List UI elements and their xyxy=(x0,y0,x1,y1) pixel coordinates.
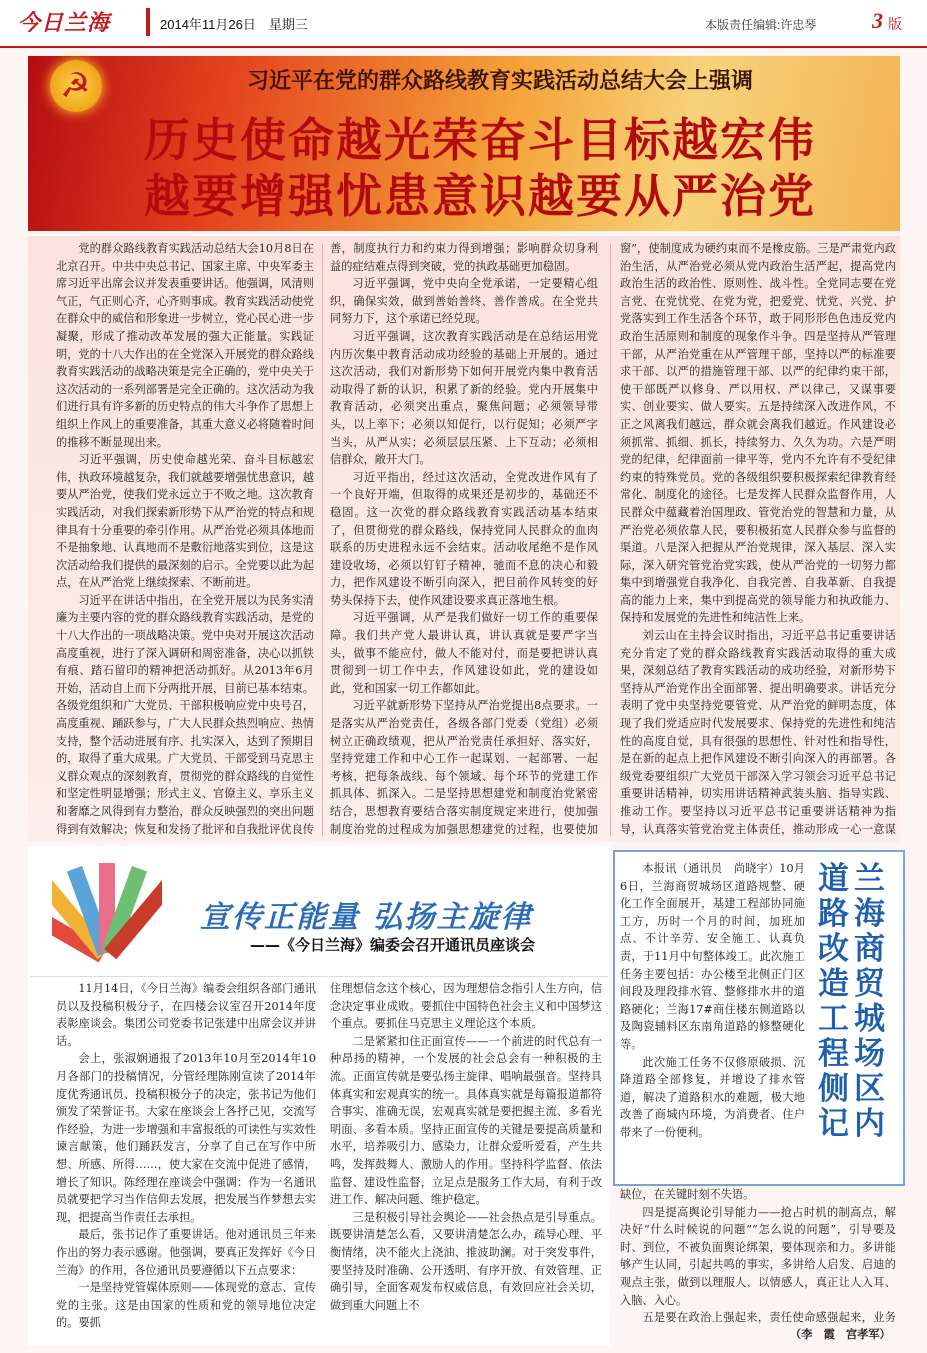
paragraph: 住理想信念这个核心，因为理想信念指引人生方向，信念决定事业成败。要抓住中国特色社会主义和中国梦这个重点。要抓住马克思主义理论这个本质。 xyxy=(330,982,602,1031)
paragraph: 此次施工任务不仅修原破损、沉降道路全部修复，并增设了排水管道，解决了道路积水的难题，极大地改善了商城内环境，为消费者、住户带来了一份便利。 xyxy=(620,1055,805,1139)
paragraph: 会上，张淑娴通报了2013年10月至2014年10月各部门的投稿情况，分管经理陈刚宣读了2014年度优秀通讯员、投稿积极分子的决定，张书记为他们颁发了荣誉证书。大家在座谈会上各抒己见，交流写作经验，为进一步增强和丰富报纸的可读性与实效性谏言献策，他们踊跃发言，分享了自己在写作中所想、所感、所得……，使大家在交流中促进了感情，增长了知识。陈经理在座谈会中强调：作为一名通讯员就要把学习当作信仰去发展，把发展当作梦想去实现，把提高当作责任去承担。 xyxy=(56,1052,316,1224)
main-article-column-2 xyxy=(330,240,598,838)
main-article-column-3 xyxy=(620,240,896,838)
issue-date: 2014年11月26日 星期三 xyxy=(160,17,308,32)
promo-column-2 xyxy=(330,980,602,1342)
paragraph: 习近平就新形势下坚持从严治党提出8点要求。一是落实从严治党责任，各级各部门党委（党组）必须树立正确政绩观，把从严治党责任承担好、落实好，坚持党建工作和中心工作一起谋划、一起部署、一起考核，把每条战线、每个领域、每个环节的党建工作抓具体、抓深入。二是坚持思想建党和制度治党紧密结合，思想教育要结合落实制度规定来进行，使加强制度治党的过程成为加强思想建党的过程，也要使加 xyxy=(330,699,598,836)
promo-title: 宣传正能量 弘扬主旋律 xyxy=(200,900,533,935)
paragraph: 最后，张书记作了重要讲话。他对通讯员三年来作出的努力表示感谢。他强调，要真正发挥好《今日兰海》的作用，各位通讯员要遵循以下五点要求： xyxy=(56,1228,316,1277)
promo-byline: （李 霞 宫孝军） xyxy=(790,1327,891,1341)
paragraph: 11月14日，《今日兰海》编委会组织各部门通讯员以及投稿积极分子，在四楼会议室召开2014年度表彰座谈会。集团公司党委书记张建中出席会议并讲话。 xyxy=(56,982,316,1048)
promo-column-3 xyxy=(620,1186,896,1326)
paragraph: 三是积极引导社会舆论——社会热点是引导重点。既要讲清楚怎么看，又要讲清楚怎么办，疏导心理、平衡情绪，决不能火上浇油、推波助澜。对于突发事件，要坚持及时准确、公开透明、有序开放、有效管理、正确引导，全面客观发布权威信息，有效回应社会关切，做到重大问题上不 xyxy=(330,1210,602,1312)
paragraph: 习近平强调，从严是我们做好一切工作的重要保障。我们共产党人最讲认真，讲认真就是要严字当头，做事不能应付，做人不能对付，而是要把讲认真贯彻到一切工作中去，作风建设如此，党的建设如此，党和国家一切工作都如此。 xyxy=(330,611,598,695)
promo-column-1 xyxy=(56,980,316,1342)
edition-unit: 版 xyxy=(888,16,902,32)
paragraph: 二是紧紧扣住正面宣传——一个前进的时代总有一种昂扬的精神，一个发展的社会总会有一种积极的主流。正面宣传就是要弘扬主旋律、唱响最强音。坚持具体真实和宏观真实的统一。具体真实就是每篇报道都符合事实、准确无误，宏观真实就是要把握主流、多看光明面、多看本质。坚持正面宣传的关键是要提高质量和水平，培养吸引力、感染力，让群众爱听爱看，产生共鸣，发挥鼓舞人、激励人的作用。坚持科学监督、依法监督、建设性监督，立足点是服务工作大局，有利于改进工作、解决问题、维护稳定。 xyxy=(330,1034,602,1207)
hammer-sickle-icon: ☭ xyxy=(60,66,91,106)
paragraph: 习近平指出，经过这次活动，全党改进作风有了一个良好开端，但取得的成果还是初步的，基础还不稳固。这一次党的群众路线教育实践活动基本结束了，但贯彻党的群众路线，保持党同人民群众的血肉联系的历史进程永远不会结束。活动收尾绝不是作风建设收场，必须以钉钉子精神，驰而不息的决心和毅力，把作风建设不断引向深入，把目前作风转变的好势头保持下去，使作风建设要求真正落地生根。 xyxy=(330,470,598,607)
main-article-column-1 xyxy=(56,240,314,838)
paragraph: 善，制度执行力和约束力得到增强；影响群众切身利益的症结难点得到突破，党的执政基础更加稳固。 xyxy=(330,242,598,273)
side-news-body xyxy=(620,860,805,1176)
paragraph: 党的群众路线教育实践活动总结大会10月8日在北京召开。中共中央总书记、国家主席、中央军委主席习近平出席会议并发表重要讲话。他强调，风清则气正，气正则心齐，心齐则事成。教育实践活动使党在群众中的威信和形象进一步树立，党心民心进一步凝聚，形成了推动改革发展的强大正能量。实践证明，党的十八大作出的在全党深入开展党的群众路线教育实践活动的战略决策是完全正确的，党中央关于这次活动的一系列部署是完全正确的。这次活动为我们进行具有许多新的历史特点的伟大斗争作了思想上组织上作风上的重要准备，其重大意义必将随着时间的推移不断显现出来。 xyxy=(56,242,314,449)
side-news-title-part-1: 兰海商贸城场区内 xyxy=(854,861,885,1142)
paragraph: 缺位，在关键时刻不失语。 xyxy=(620,1188,755,1201)
promo-subtitle: ——《今日兰海》编委会召开通讯员座谈会 xyxy=(250,936,536,954)
column-divider xyxy=(322,244,323,836)
paragraph: 一是坚持党管媒体原则——体现党的意志、宣传党的主张。这是由国家的性质和党的领导地位决定的。要抓 xyxy=(56,1281,316,1330)
column-divider xyxy=(610,244,611,836)
newspaper-fan-icon xyxy=(52,858,162,963)
paragraph: 四是提高舆论引导能力——抢占时机的制高点，解决好“什么时候说的问题”“怎么说的问题”，引导要及时、到位，不被负面舆论绑架，要体现亲和力。多讲能够产生认同，引起共鸣的事实，多讲给人启发、启迪的观点主张，做到以理服人、以情感人，真正让人入耳、入脑、入心。 xyxy=(620,1205,896,1307)
paragraph: 习近平在讲话中指出，在全党开展以为民务实清廉为主要内容的党的群众路线教育实践活动，是党的十八大作出的一项战略决策。党中央对开展这次活动高度重视，进行了深入调研和周密准备，决心以抓铁有痕、踏石留印的精神把活动抓好。从2013年6月开始，活动自上而下分两批开展，目前已基本结束。各级党组织和广大党员、干部积极响应党中央号召，高度重视、踊跃参与，广大人民群众热烈响应、热情支持，整个活动进展有序、扎实深入，达到了预期目的，取得了重大成果。广大党员、干部受到马克思主义群众观点的深刻教育，贯彻党的群众路线的自觉性和坚定性明显增强；形式主义、官僚主义、享乐主义和奢靡之风得到有力整治，群众反映强烈的突出问题得到有效解决；恢复和发扬了批评和自我批评优良传 xyxy=(56,593,314,836)
headline-pretitle: 习近平在党的群众路线教育实践活动总结大会上强调 xyxy=(246,69,753,94)
responsible-editor: 本版责任编辑:许忠琴 xyxy=(705,18,817,32)
headline-line-1: 历史使命越光荣奋斗目标越宏伟 xyxy=(144,113,816,167)
side-news-title-part-2: 道路改造工程侧记 xyxy=(818,861,849,1142)
newspaper-logo: 今日兰海 xyxy=(18,10,111,36)
paragraph: 刘云山在主持会议时指出，习近平总书记重要讲话充分肯定了党的群众路线教育实践活动取得的重大成果，深刻总结了教育实践活动的成功经验，对新形势下坚持从严治党作出全面部署、提出明确要求。讲话充分表明了党中央坚持党要管党、从严治党的鲜明态度，体现了我们党适应时代发展要求、保持党的先进性和纯洁性的高度自觉，具有很强的思想性、针对性和指导性，是在新的起点上把作风建设不断引向深入的再部署。各级党委要组织广大党员干部深入学习领会习近平总书记重要讲话精神，切实用讲话精神武装头脑、指导实践、推动工作。要坚持以习近平总书记重要讲话精神为指导，认真落实管党治党主体责任，推动形成一心一意谋 xyxy=(620,629,896,836)
headline-line-2: 越要增强忧患意识越要从严治党 xyxy=(144,169,816,223)
paragraph: 本报讯（通讯员 尚晓宇）10月6日，兰海商贸城场区道路规整、硬化工作全面展开，基建工程部协同施工方，历时一个月的时间，加班加点、不计辛劳、安全施工、认真负责，于11月中旬整体竣工。此次施工任务主要包括：办公楼至北侧正门区间段及理段排水管、整修排水井的道路硬化；兰海17#商住楼东侧道路以及陶瓷辅料区东南角道路的修整硬化等。 xyxy=(620,862,805,1051)
paragraph: 五是要在政治上强起来，责任使命感强起来，业务 xyxy=(642,1311,896,1325)
logo-divider xyxy=(146,8,150,36)
paragraph: 习近平强调，历史使命越光荣、奋斗目标越宏伟，执政环境越复杂，我们就越要增强忧患意识，越要从严治党，使我们党永远立于不败之地。这次教育实践活动，对我们探索新形势下从严治党的特点和规律具有十分重要的牵引作用。从严治党必须具体地而不是抽象地、认真地而不是敷衍地落实到位，这是这次活动给我们提供的最深刻的启示。全党要以此为起点，在从严治党上继续探索、不断前进。 xyxy=(56,453,314,590)
paragraph: 习近平强调，党中央向全党承诺，一定要精心组织，确保实效，做到善始善终、善作善成。在全党共同努力下，这个承诺已经兑现。 xyxy=(330,277,598,326)
paragraph: 习近平强调，这次教育实践活动是在总结运用党内历次集中教育活动成功经验的基础上开展的。通过这次活动，我们对新形势下如何开展党内集中教育活动取得了新的认识，积累了新的经验。党内开展集中教育活动，必须突出重点，聚焦问题；必须领导带头，以上率下；必须以知促行，以行促知；必须严字当头，从严从实；必须层层压紧、上下互动；必须相信群众，敞开大门。 xyxy=(330,329,598,467)
edition-number: 3 xyxy=(872,8,883,33)
paragraph: 窗”，使制度成为硬约束而不是橡皮筋。三是严肃党内政治生活，从严治党必须从党内政治生活严起，提高党内政治生活的政治性、原则性、战斗性。全党同志要在党言党、在党忧党、在党为党，把爱党、忧党、兴党、护党落实到工作生活各个环节，敢于同形形色色违反党内政治生活原则和制度的现象作斗争。四是坚持从严管理干部，从严治党重在从严管理干部，坚持以严的标准要求干部、以严的措施管理干部、以严的纪律约束干部，使干部既严以修身、严以用权、严以律己，又谋事要实、创业要实、做人要实。五是持续深入改进作风，不正之风离我们越远，群众就会离我们越近。作风建设必须抓常、抓细、抓长，持续努力、久久为功。六是严明党的纪律，纪律面前一律平等，党内不允许有不受纪律约束的特殊党员。党的各级组织要积极探索纪律教育经常化、制度化的途径。七是发挥人民群众监督作用，人民群众中蕴藏着治国理政、管党治党的智慧和力量，从严治党必须依靠人民，要积极拓宽人民群众参与监督的渠道。八是深入把握从严治党规律，深入基层、深入实际，深入研究管党治党实践，使从严治党的一切努力都集中到增强党自我净化、自我完善、自我革新、自我提高的能力上来，集中到提高党的领导能力和执政能力、保持和发展党的先进性和纯洁性上来。 xyxy=(620,242,896,625)
